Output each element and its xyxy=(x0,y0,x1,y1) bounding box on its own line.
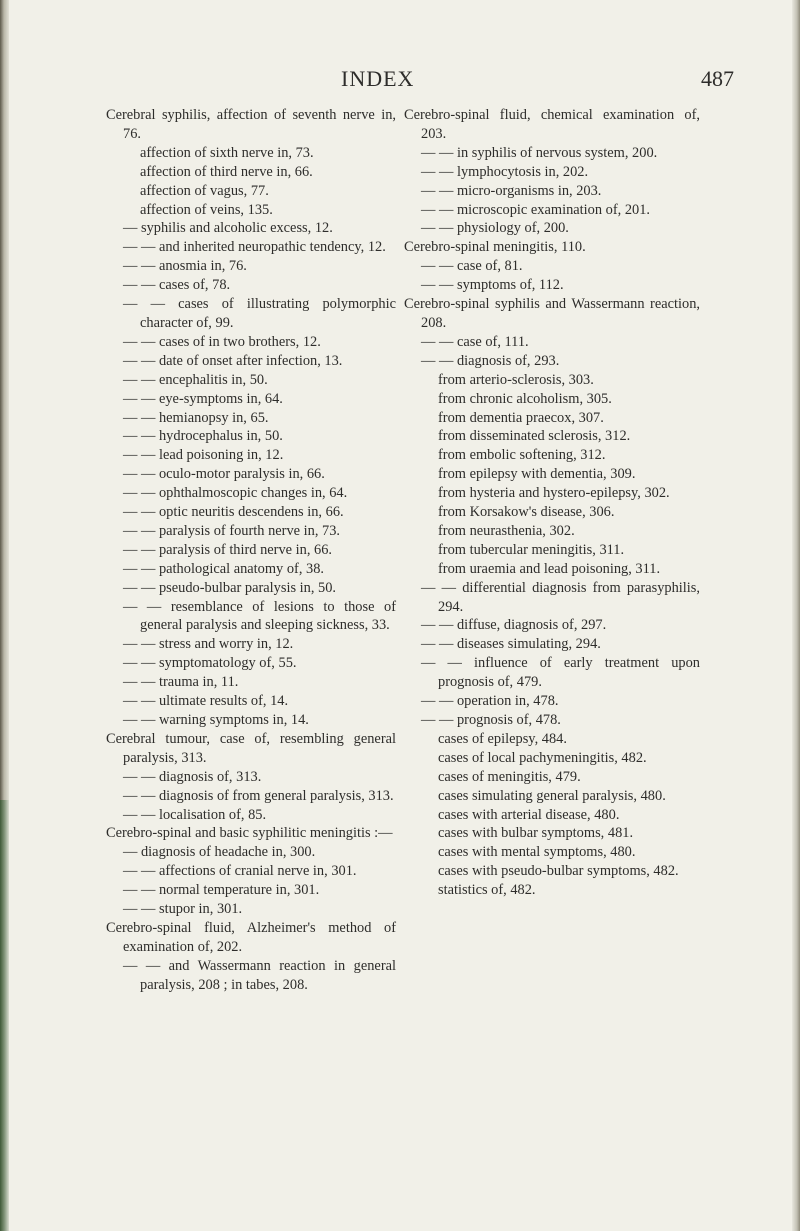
page-right-edge xyxy=(792,0,800,1231)
index-column-right xyxy=(404,106,700,900)
index-column-left xyxy=(106,106,396,995)
index-entry: cases with mental symptoms, 480. xyxy=(438,844,636,861)
index-entry: affection of vagus, 77. xyxy=(140,182,269,199)
index-entry: Cerebro-spinal fluid, chemical examination of, 203. xyxy=(404,107,700,142)
index-entry: from neurasthenia, 302. xyxy=(438,522,575,539)
index-entry: — — encephalitis in, 50. xyxy=(123,371,268,388)
index-entry: from hysteria and hystero-epilepsy, 302. xyxy=(438,485,670,502)
index-entry: cases of meningitis, 479. xyxy=(438,768,581,785)
index-entry: — — hydrocephalus in, 50. xyxy=(123,428,283,445)
page-header xyxy=(0,66,800,96)
index-entry: — — diseases simulating, 294. xyxy=(421,636,601,653)
index-entry: from uraemia and lead poisoning, 311. xyxy=(438,560,661,577)
index-entry: statistics of, 482. xyxy=(438,882,536,899)
index-entry: affection of veins, 135. xyxy=(140,201,273,218)
index-entry: — — diagnosis of from general paralysis, 313. xyxy=(123,787,394,804)
index-entry: — — differential diagnosis from parasyphilis, 294. xyxy=(421,579,700,615)
index-entry: — — oculo-motor paralysis in, 66. xyxy=(123,466,325,483)
index-entry: — — physiology of, 200. xyxy=(421,220,569,237)
index-entry: — — ophthalmoscopic changes in, 64. xyxy=(123,485,348,502)
index-entry: cases of local pachymeningitis, 482. xyxy=(438,749,647,766)
index-entry: cases simulating general paralysis, 480. xyxy=(438,787,666,804)
index-entry: — — resemblance of lesions to those of general paralysis and sleeping sickness, 33. xyxy=(123,598,396,634)
index-entry: — — symptomatology of, 55. xyxy=(123,655,297,672)
index-entry: — — paralysis of fourth nerve in, 73. xyxy=(123,522,341,539)
index-entry: Cerebral tumour, case of, resembling general paralysis, 313. xyxy=(106,730,396,766)
index-entry: — — diagnosis of, 313. xyxy=(123,768,262,785)
index-entry: — — trauma in, 11. xyxy=(123,674,239,691)
index-entry: — — cases of illustrating polymorphic character of, 99. xyxy=(123,296,396,331)
index-entry: — — normal temperature in, 301. xyxy=(123,882,320,899)
index-entry: — — micro-organisms in, 203. xyxy=(421,182,602,199)
index-entry: cases of epilepsy, 484. xyxy=(438,730,567,747)
index-entry: cases with pseudo-bulbar symptoms, 482. xyxy=(438,863,679,880)
index-entry: — — and inherited neuropathic tendency, 12. xyxy=(123,239,386,256)
index-entry: — — lead poisoning in, 12. xyxy=(123,447,284,464)
index-entry: — — case of, 81. xyxy=(421,258,523,275)
index-entry: — — date of onset after infection, 13. xyxy=(123,352,343,369)
index-entry: from dementia praecox, 307. xyxy=(438,409,604,426)
index-entry: from tubercular meningitis, 311. xyxy=(438,541,625,558)
index-entry: — — cases of, 78. xyxy=(123,277,231,294)
page-left-edge-lower xyxy=(0,800,9,1231)
index-entry: from Korsakow's disease, 306. xyxy=(438,504,615,521)
index-entry: Cerebro-spinal and basic syphilitic meningitis :— xyxy=(106,825,393,842)
index-entry: — — microscopic examination of, 201. xyxy=(421,201,650,218)
index-entry: cases with arterial disease, 480. xyxy=(438,806,620,823)
index-entry: — — pseudo-bulbar paralysis in, 50. xyxy=(123,579,337,596)
index-entry: — — anosmia in, 76. xyxy=(123,258,247,275)
index-entry: — — diffuse, diagnosis of, 297. xyxy=(421,617,607,634)
index-entry: — — hemianopsy in, 65. xyxy=(123,409,269,426)
index-entry: — — operation in, 478. xyxy=(421,693,559,710)
index-entry: — — warning symptoms in, 14. xyxy=(123,712,309,728)
index-entry: cases with bulbar symptoms, 481. xyxy=(438,825,634,842)
index-entry: — — optic neuritis descendens in, 66. xyxy=(123,504,344,521)
index-entry: — — stupor in, 301. xyxy=(123,901,243,918)
index-entry: — — lymphocytosis in, 202. xyxy=(421,163,589,180)
index-entry: — — prognosis of, 478. xyxy=(421,712,561,728)
index-entry: affection of third nerve in, 66. xyxy=(140,163,313,180)
index-entry: — — stress and worry in, 12. xyxy=(123,636,294,653)
index-entry: from arterio-sclerosis, 303. xyxy=(438,371,594,388)
index-entry: — — paralysis of third nerve in, 66. xyxy=(123,541,333,558)
index-entry: from embolic softening, 312. xyxy=(438,447,606,464)
index-entry: — — diagnosis of, 293. xyxy=(421,352,560,369)
index-entry: — — in syphilis of nervous system, 200. xyxy=(421,144,658,161)
page-number: 487 xyxy=(701,66,734,91)
index-entry: — — localisation of, 85. xyxy=(123,806,267,823)
index-entry: Cerebro-spinal meningitis, 110. xyxy=(404,239,586,256)
running-title: INDEX xyxy=(341,66,415,91)
index-entry: — — influence of early treatment upon prognosis of, 479. xyxy=(421,655,700,691)
index-entry: Cerebro-spinal fluid, Alzheimer's method of examination of, 202. xyxy=(106,919,396,955)
index-entry: from chronic alcoholism, 305. xyxy=(438,390,612,407)
index-entry: Cerebro-spinal syphilis and Wassermann reaction, 208. xyxy=(404,296,700,331)
index-entry: from disseminated sclerosis, 312. xyxy=(438,428,631,445)
index-entry: — — cases of in two brothers, 12. xyxy=(123,333,321,350)
index-entry: — — pathological anatomy of, 38. xyxy=(123,560,325,577)
index-entry: — — and Wassermann reaction in general paralysis, 208 ; in tabes, 208. xyxy=(123,957,396,993)
index-entry: — — affections of cranial nerve in, 301. xyxy=(123,863,357,880)
index-entry: — — ultimate results of, 14. xyxy=(123,693,289,710)
index-entry: Cerebral syphilis, affection of seventh nerve in, 76. xyxy=(106,107,396,142)
index-entry: — — symptoms of, 112. xyxy=(421,277,564,294)
index-entry: — syphilis and alcoholic excess, 12. xyxy=(123,220,333,237)
index-entry: — — eye-symptoms in, 64. xyxy=(123,390,283,407)
index-entry: from epilepsy with dementia, 309. xyxy=(438,466,636,483)
index-entry: — — case of, 111. xyxy=(421,333,529,350)
index-entry: affection of sixth nerve in, 73. xyxy=(140,144,314,161)
index-entry: — diagnosis of headache in, 300. xyxy=(123,844,316,861)
